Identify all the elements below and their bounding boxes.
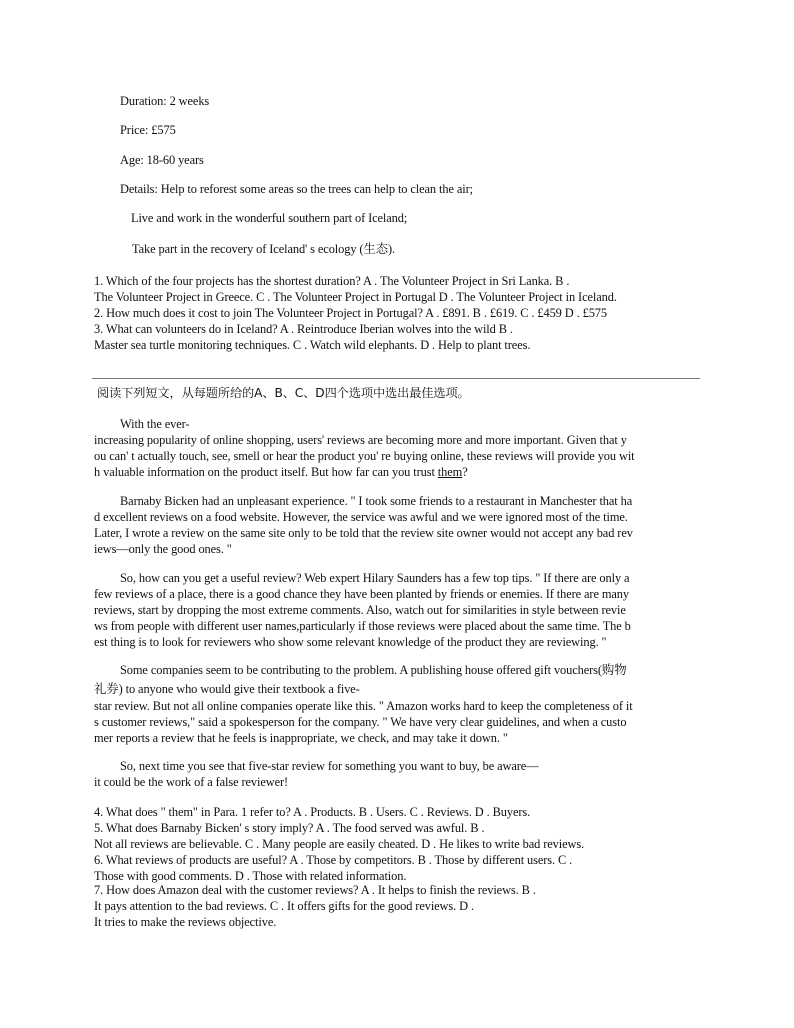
question-line: Those with good comments. D . Those with related information.	[94, 869, 407, 883]
question-line: Not all reviews are believable. C . Many people are easily cheated. D . He likes to write bad reviews.	[94, 837, 585, 851]
passage-text: h valuable information on the product itself. But how far can you trust	[94, 465, 438, 479]
question-line: Master sea turtle monitoring techniques. C . Watch wild elephants. D . Help to plant trees.	[94, 338, 531, 352]
passage-line: iews—only the good ones. "	[94, 542, 232, 556]
passage-text: ?	[462, 465, 468, 479]
passage-line: est thing is to look for reviewers who show some relevant knowledge of the product they are reviewing. "	[94, 635, 607, 649]
passage-line: Barnaby Bicken had an unpleasant experience. " I took some friends to a restaurant in Manchester that ha	[120, 494, 633, 508]
passage-line: star review. But not all online companies operate like this. " Amazon works hard to keep the completeness of it	[94, 699, 633, 713]
passage-line: mer reports a review that he feels is inappropriate, we check, and may take it down. "	[94, 731, 508, 745]
price-line: Price: £575	[120, 123, 176, 137]
passage-line: d excellent reviews on a food website. However, the service was awful and we were ignored most of the time.	[94, 510, 628, 524]
question-line: 6. What reviews of products are useful? A . Those by competitors. B . Those by different users. C .	[94, 853, 573, 867]
question-line: It pays attention to the bad reviews. C . It offers gifts for the good reviews. D .	[94, 899, 474, 913]
age-line: Age: 18-60 years	[120, 153, 204, 167]
details-line: Details: Help to reforest some areas so the trees can help to clean the air;	[120, 182, 473, 196]
passage-line: increasing popularity of online shopping, users' reviews are becoming more and more important. Given that y	[94, 433, 627, 447]
passage-line: With the ever-	[120, 417, 190, 431]
details-line-3: Take part in the recovery of Iceland' s ecology (生态).	[132, 242, 396, 256]
passage-line: reviews, start by dropping the most extreme comments. Also, watch out for similarities in style between revie	[94, 603, 626, 617]
duration-line: Duration: 2 weeks	[120, 94, 210, 108]
passage-line: Some companies seem to be contributing to the problem. A publishing house offered gift vouchers(购物	[120, 663, 627, 677]
question-line: 5. What does Barnaby Bicken' s story imply? A . The food served was awful. B .	[94, 821, 485, 835]
passage-line: ws from people with different user names,particularly if those reviews were placed about the same time. The b	[94, 619, 631, 633]
section-divider	[92, 378, 700, 379]
passage-line: Later, I wrote a review on the same site only to be told that the review site owner would not accept any bad rev	[94, 526, 633, 540]
underlined-word: them	[437, 465, 463, 479]
passage-line: few reviews of a place, there is a good chance they have been planted by friends or enemies. If there are many	[94, 587, 629, 601]
question-line: 4. What does " them" in Para. 1 refer to? A . Products. B . Users. C . Reviews. D . Buyers.	[94, 805, 531, 819]
passage-line: s customer reviews," said a spokesperson for the company. " We have very clear guidelines, and when a custo	[94, 715, 627, 729]
passage-line: ou can' t actually touch, see, smell or hear the product you' re buying online, these reviews will provide you wit	[94, 449, 635, 463]
section-instruction: 阅读下列短文，从每题所给的A、B、C、D四个选项中选出最佳选项。	[97, 386, 470, 400]
passage-line: it could be the work of a false reviewer!	[94, 775, 289, 789]
question-line: 2. How much does it cost to join The Volunteer Project in Portugal? A . £891. B . £619. C . £459 D . £575	[94, 306, 607, 320]
question-line: 1. Which of the four projects has the shortest duration? A . The Volunteer Project in Sri Lanka. B .	[94, 274, 570, 288]
passage-line	[94, 464, 468, 480]
passage-line: 礼券) to anyone who would give their textbook a five-	[94, 682, 360, 696]
details-line-2: Live and work in the wonderful southern part of Iceland;	[131, 211, 408, 225]
question-line: 3. What can volunteers do in Iceland? A . Reintroduce Iberian wolves into the wild B .	[94, 322, 513, 336]
question-line: It tries to make the reviews objective.	[94, 915, 277, 929]
question-line: The Volunteer Project in Greece. C . The Volunteer Project in Portugal D . The Volunteer Project in Iceland.	[94, 290, 617, 304]
question-line: 7. How does Amazon deal with the customer reviews? A . It helps to finish the reviews. B .	[94, 883, 536, 897]
passage-line: So, how can you get a useful review? Web expert Hilary Saunders has a few top tips. " If there are only a	[120, 571, 630, 585]
passage-line: So, next time you see that five-star review for something you want to buy, be aware—	[120, 759, 539, 773]
